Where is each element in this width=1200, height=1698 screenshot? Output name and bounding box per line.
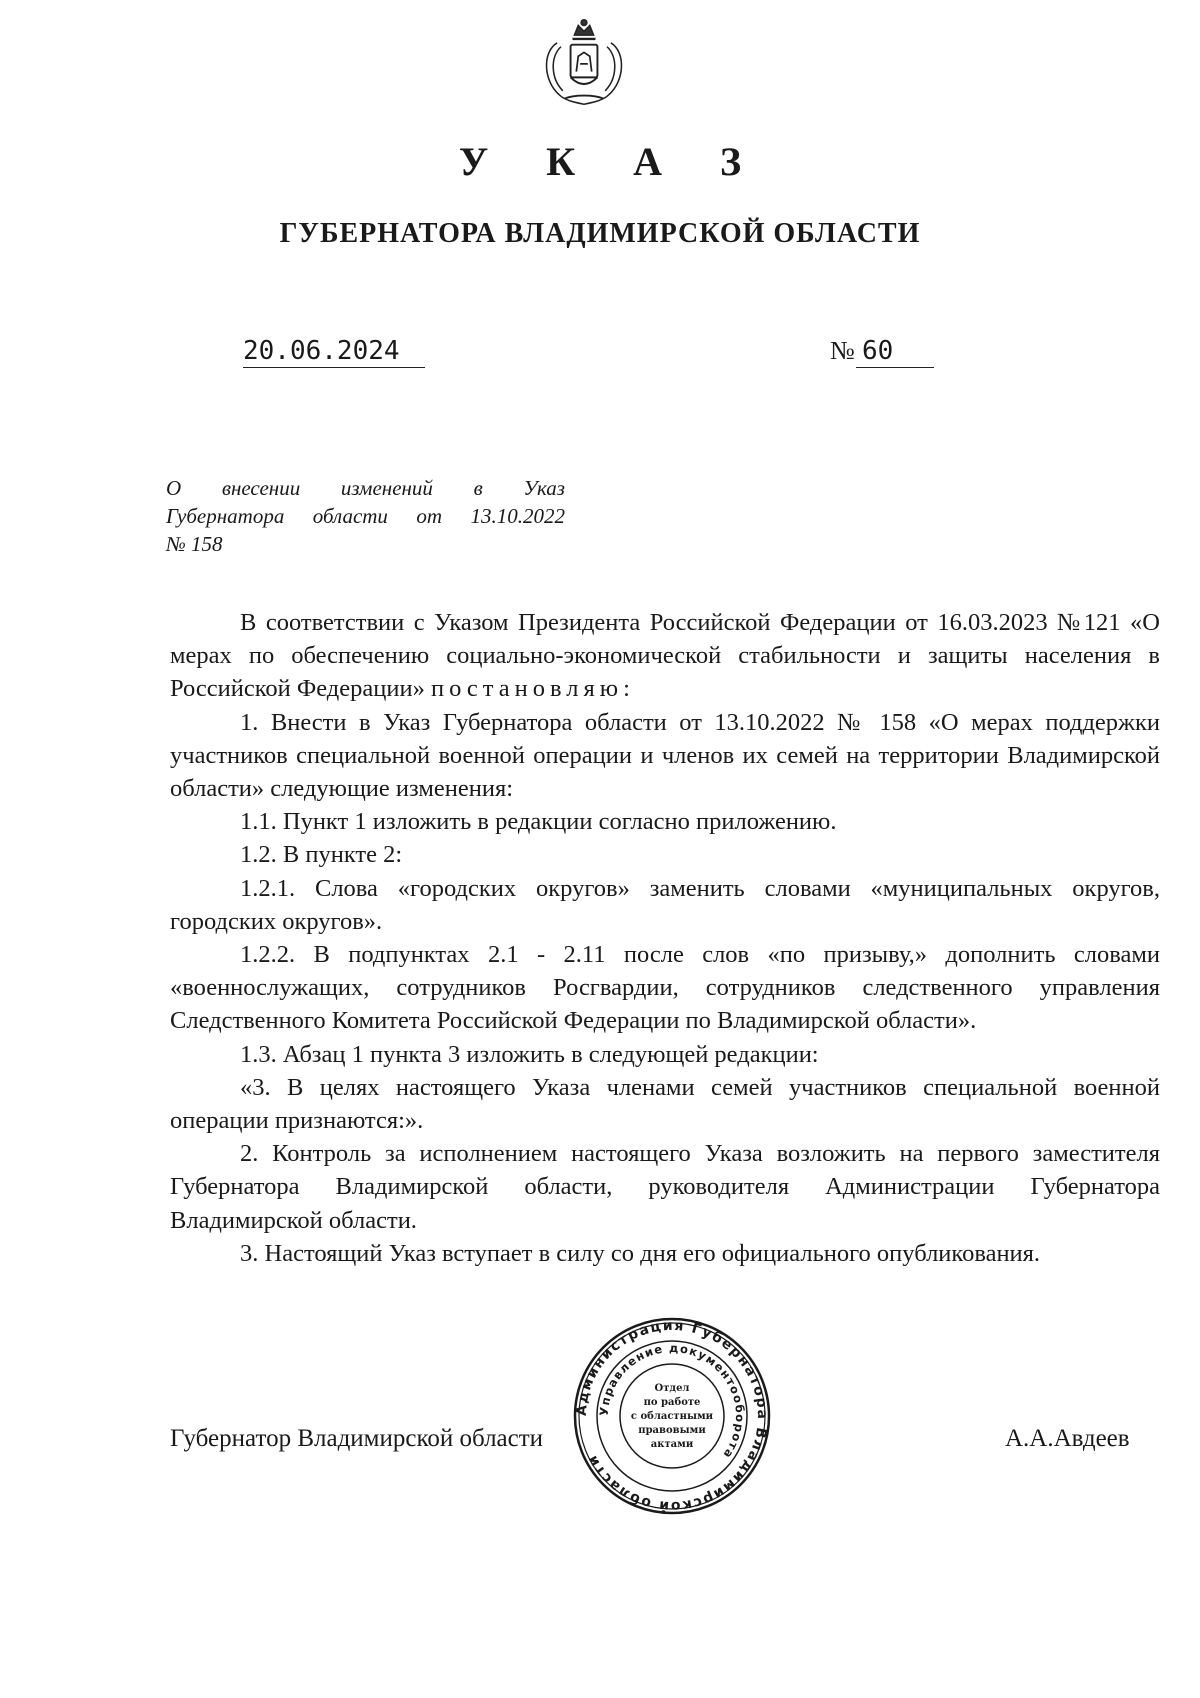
- document-subject: [166, 474, 565, 558]
- paragraph-1-3-quote: «3. В целях настоящего Указа членами семей участников специальной военной операции признаются:».: [170, 1073, 1160, 1135]
- intro-text: В соответствии с Указом Президента Российской Федерации от 16.03.2023 №121 «О мерах по обеспечению социально-экономической стабильности и защиты населения в Российской Федерации»: [170, 609, 1160, 703]
- paragraph-1-2: 1.2. В пункте 2:: [240, 841, 403, 869]
- signatory-title: Губернатор Владимирской области: [170, 1425, 544, 1452]
- stamp-center-line: актами: [650, 1439, 694, 1450]
- stamp-center-line: правовыми: [638, 1425, 706, 1436]
- paragraph-1-2-1: 1.2.1. Слова «городских округов» заменить словами «муниципальных округов, городских округов».: [170, 874, 1160, 935]
- intro-paragraph: [170, 606, 1160, 706]
- paragraph-1-2-2: 1.2.2. В подпунктах 2.1 - 2.11 после слов «по призыву,» дополнить словами «военнослужащих, сотрудников Росгвардии, сотрудников следственного управления Следственного Комитета Российской Федерации по Владимирской области».: [170, 941, 1160, 1035]
- stamp-center-line: с областными: [630, 1411, 714, 1422]
- document-subtitle: ГУБЕРНАТОРА ВЛАДИМИРСКОЙ ОБЛАСТИ: [279, 218, 921, 249]
- signatory-name: А.А.Авдеев: [1005, 1425, 1130, 1452]
- paragraph-3: 3. Настоящий Указ вступает в силу со дня его официального опубликования.: [240, 1239, 1041, 1267]
- stamp-center-line: по работе: [643, 1397, 701, 1408]
- date-underline: [243, 367, 425, 368]
- number-underline: [856, 367, 934, 368]
- subject-line: О внесении изменений в Указ: [166, 476, 565, 500]
- decree-word: постановляю:: [430, 675, 635, 703]
- paragraph-1-3: 1.3. Абзац 1 пункта 3 изложить в следующей редакции:: [240, 1040, 819, 1068]
- subject-line: № 158: [166, 532, 223, 556]
- coat-of-arms-icon: [536, 14, 632, 110]
- document-body: [170, 606, 1160, 1270]
- paragraph-2: 2. Контроль за исполнением настоящего Указа возложить на первого заместителя Губернатора Владимирской области, руководителя Администрации Губернатора Владимирской области.: [170, 1140, 1160, 1234]
- subject-line: Губернатора области от 13.10.2022: [166, 504, 565, 528]
- stamp-outer-text: Администрация Губернатора Владимирской области: [573, 1317, 771, 1515]
- document-date: 20.06.2024: [243, 336, 400, 366]
- paragraph-1-1: 1.1. Пункт 1 изложить в редакции согласно приложению.: [240, 808, 837, 836]
- stamp-inner-text: Управление документооборота: [596, 1340, 748, 1462]
- stamp-center-line: Отдел: [654, 1383, 690, 1394]
- official-stamp: [572, 1316, 772, 1516]
- number-label: №: [830, 336, 855, 365]
- document-number: 60: [862, 336, 894, 366]
- document-title: У К А З: [458, 139, 766, 184]
- paragraph-1: 1. Внести в Указ Губернатора области от 13.10.2022 № 158 «О мерах поддержки участников специальной военной операции и членов их семей на территории Владимирской области» следующие изменения:: [170, 708, 1160, 803]
